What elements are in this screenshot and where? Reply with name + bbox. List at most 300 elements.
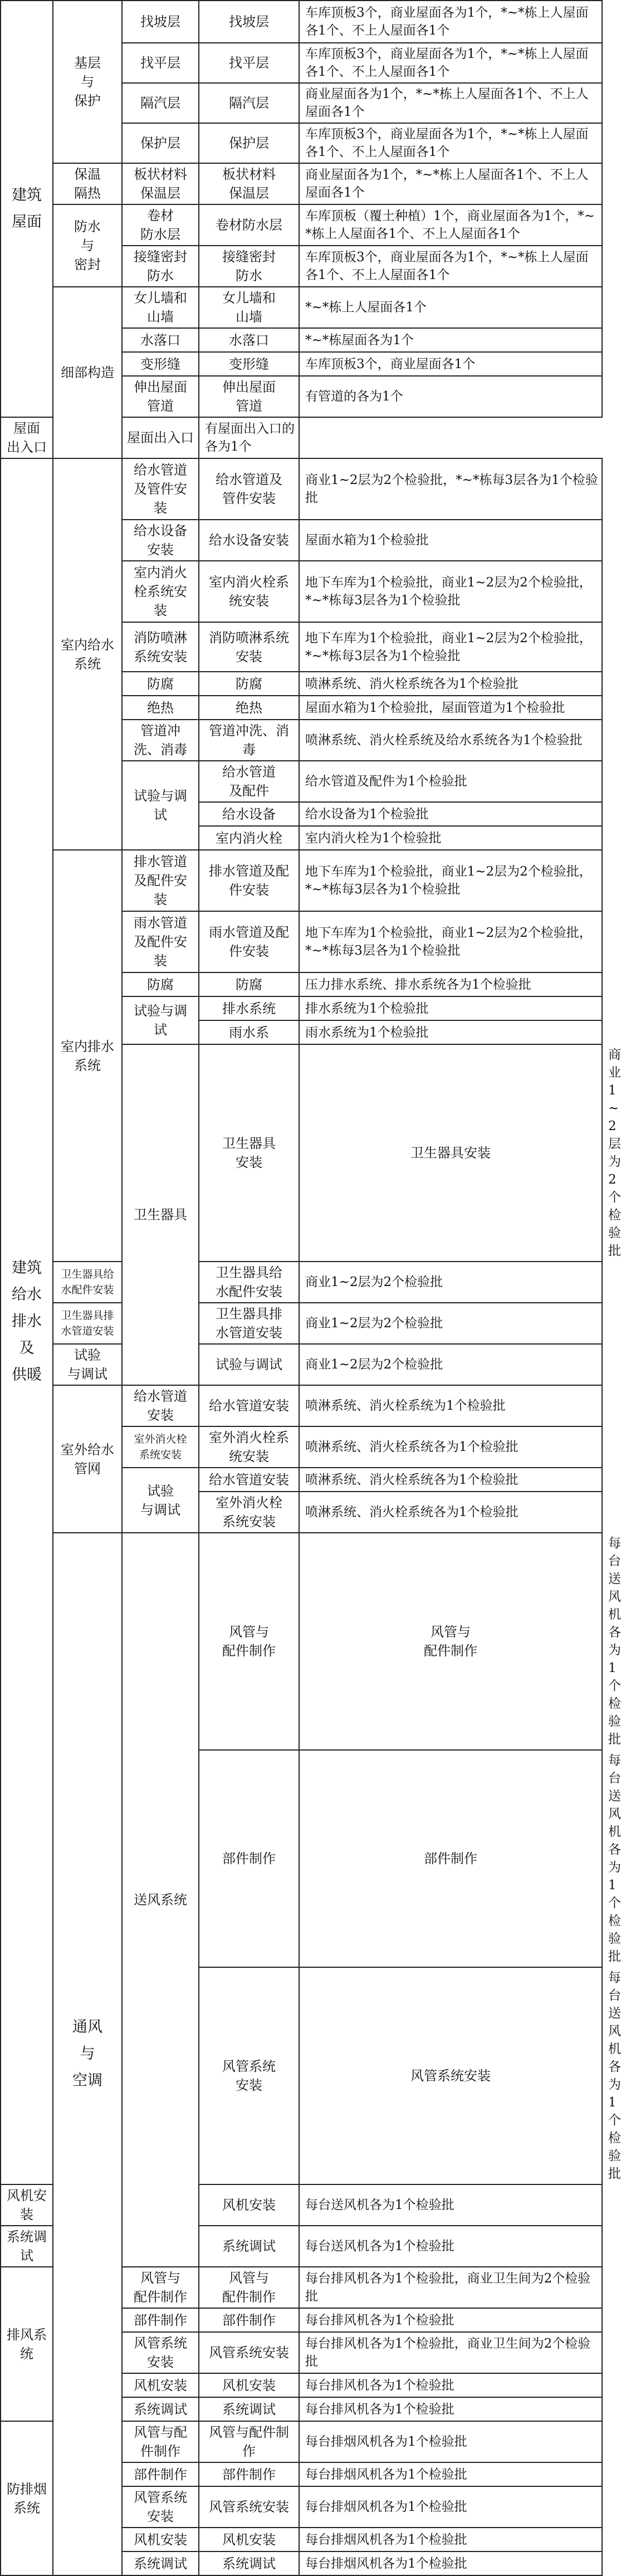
item-cell-text: 风管与 配件制作 <box>134 2270 187 2305</box>
item-cell-text: 试验与调 试 <box>134 1003 187 1038</box>
item-cell <box>122 720 199 761</box>
process-cell <box>199 672 299 696</box>
lot-division-cell-text: 室内消火栓为1个检验批 <box>305 830 442 845</box>
item-cell-text: 接缝密封 防水 <box>134 249 187 283</box>
item-cell-text: 保护层 <box>140 135 180 151</box>
lot-division-cell-text: 每台送风机各为1个检验批 <box>608 1971 621 2181</box>
lot-division-cell-text: 商业屋面各为1个，*~*栋上人屋面各1个、不上人屋面各1个 <box>305 168 589 200</box>
lot-division-cell <box>299 1 602 43</box>
subcategory-cell-text: 防水 与 密封 <box>74 219 101 272</box>
lot-division-cell <box>299 672 602 696</box>
item-cell <box>199 1750 299 1967</box>
item-cell <box>122 458 199 520</box>
lot-division-cell-text: 商业1~2层为2个检验批 <box>608 1048 621 1258</box>
lot-division-cell-text: 地下车库为1个检验批，商业1~2层为2个检验批，*~*栋每3层各为1个检验批 <box>305 575 592 608</box>
lot-division-cell <box>299 2267 602 2308</box>
subcategory-cell-text: 细部构造 <box>61 365 114 380</box>
subcategory-cell <box>53 850 122 1262</box>
lot-division-cell <box>299 2462 602 2486</box>
item-cell-text: 系统调试 <box>7 2229 47 2264</box>
item-cell <box>122 996 199 1044</box>
process-cell <box>199 1468 299 1492</box>
item-cell-text: 系统调试 <box>134 2555 187 2572</box>
item-cell-text: 变形缝 <box>140 356 180 372</box>
lot-division-cell <box>299 2397 602 2421</box>
process-cell-text: 给水管道安装 <box>209 1398 289 1414</box>
process-cell-text: 卫生器具安装 <box>410 1145 491 1161</box>
subcategory-cell <box>53 163 122 204</box>
process-cell <box>199 2373 299 2397</box>
lot-division-cell <box>299 520 602 561</box>
process-cell <box>299 1750 602 1967</box>
item-cell-text: 卫生器具给 水配件安装 <box>61 1268 114 1296</box>
lot-division-cell-text: 车库顶板3个，商业屋面各为1个，*~*栋上人屋面各1个、不上人屋面各1个 <box>305 127 589 159</box>
lot-division-cell <box>299 996 602 1020</box>
item-cell-text: 给水管道 及管件安 装 <box>134 462 187 516</box>
lot-division-cell-text: *~*栋屋面各为1个 <box>305 333 414 348</box>
item-cell <box>122 520 199 561</box>
item-cell <box>122 204 199 246</box>
lot-division-cell-text: 喷淋系统、消火栓系统各为1个检验批 <box>305 1505 519 1519</box>
process-cell <box>199 561 299 622</box>
item-cell-text: 找坡层 <box>140 14 180 30</box>
lot-division-cell-text: 屋面水箱为1个检验批，屋面管道为1个检验批 <box>305 700 565 715</box>
process-cell <box>122 417 199 458</box>
item-cell-text: 风机安装 <box>134 2531 187 2548</box>
table-row <box>1 1533 602 1750</box>
item-cell <box>122 83 199 123</box>
subcategory-cell-text: 基层 与 保护 <box>74 55 101 109</box>
item-cell <box>122 1426 199 1468</box>
item-cell-text: 绝热 <box>147 700 174 716</box>
lot-division-cell-text: 喷淋系统、消火栓系统各为1个检验批 <box>305 676 519 691</box>
item-cell-text: 水落口 <box>140 332 180 348</box>
process-cell <box>199 83 299 123</box>
item-cell <box>122 43 199 83</box>
subcategory-cell-text: 排风系统 <box>7 2326 47 2362</box>
item-cell-text: 卷材 防水层 <box>140 208 180 242</box>
subcategory-cell <box>53 287 122 458</box>
process-cell-text: 室外消火栓 系统安装 <box>216 1495 282 1529</box>
process-cell <box>199 204 299 246</box>
process-cell-text: 防腐 <box>236 676 262 692</box>
process-cell <box>199 2184 299 2226</box>
process-cell-text: 找坡层 <box>229 14 269 30</box>
lot-division-cell-text: 车库顶板3个，商业屋面各为1个，*~*栋上人屋面各1个、不上人屋面各1个 <box>305 6 589 38</box>
lot-division-cell <box>299 622 602 672</box>
item-cell <box>122 2528 199 2551</box>
process-cell <box>199 2528 299 2551</box>
item-cell <box>122 672 199 696</box>
table-body <box>1 1 621 2575</box>
lot-division-cell-text: 每台排风机各为1个检验批 <box>305 2402 454 2417</box>
lot-division-cell-text: 每台排烟风机各为1个检验批 <box>305 2556 467 2571</box>
item-cell <box>1 2184 53 2226</box>
process-cell-text: 风管与 配件制作 <box>222 2270 276 2305</box>
lot-division-cell-text: 有屋面出入口的各为1个 <box>205 422 295 454</box>
process-cell-text: 风管系统安装 <box>410 2068 491 2084</box>
table-row <box>1 1303 602 1344</box>
process-cell-text: 管道冲洗、消 毒 <box>209 723 289 757</box>
subcategory-cell <box>53 204 122 287</box>
subcategory-cell <box>53 1 122 163</box>
item-cell-text: 卫生器具 安装 <box>222 1136 276 1170</box>
table-row <box>1 287 602 328</box>
category-cell-text: 建筑 屋面 <box>12 187 42 231</box>
lot-division-cell <box>299 287 602 328</box>
lot-division-cell <box>299 376 602 417</box>
process-cell-text: 女儿墙和 山墙 <box>222 290 276 325</box>
process-cell-text: 消防喷淋系统 安装 <box>209 629 289 664</box>
lot-division-cell <box>299 696 602 720</box>
process-cell <box>199 1426 299 1468</box>
process-cell <box>199 458 299 520</box>
item-cell-text: 风管系统 安装 <box>222 2059 276 2093</box>
lot-division-cell-text: 商业屋面各为1个，*~*栋上人屋面各1个、不上人屋面各1个 <box>305 87 589 119</box>
item-cell-text: 卫生器具排 水管道安装 <box>61 1309 114 1337</box>
item-cell <box>122 376 199 417</box>
item-cell <box>122 1 199 43</box>
item-cell-text: 部件制作 <box>134 2466 187 2482</box>
table-row <box>1 850 602 911</box>
process-cell-text: 保护层 <box>229 135 269 151</box>
lot-division-cell <box>299 1385 602 1426</box>
item-cell <box>1 417 53 458</box>
subcategory-cell-text: 卫生器具 <box>134 1207 187 1223</box>
process-cell-text: 找平层 <box>229 55 269 71</box>
item-cell <box>122 2551 199 2575</box>
item-cell-text: 雨水管道 及配件安 装 <box>134 915 187 969</box>
lot-division-cell <box>299 561 602 622</box>
item-cell <box>122 2332 199 2373</box>
item-cell-text: 防腐 <box>147 976 174 993</box>
lot-division-cell-text: 喷淋系统、消火栓系统各为1个检验批 <box>305 1440 519 1454</box>
lot-division-cell <box>199 417 299 458</box>
lot-division-cell <box>299 83 602 123</box>
lot-division-cell-text: 商业1~2层为2个检验批，*~*栋每3层各为1个检验批 <box>305 473 598 505</box>
process-cell-text: 给水管道及 管件安装 <box>216 472 282 506</box>
process-cell <box>199 696 299 720</box>
lot-division-cell <box>299 204 602 246</box>
process-cell <box>199 328 299 352</box>
process-cell-text: 部件制作 <box>222 2312 276 2328</box>
lot-division-cell-text: 每台排风机各为1个检验批，商业卫生间为2个检验批 <box>305 2337 591 2369</box>
lot-division-cell-text: 每台排风机各为1个检验批 <box>305 2313 454 2328</box>
process-cell <box>199 43 299 83</box>
lot-division-cell-text: 给水管道及配件为1个检验批 <box>305 774 467 789</box>
lot-division-cell-text: 车库顶板3个，商业屋面各1个 <box>305 356 476 372</box>
subcategory-cell-text: 送风系统 <box>134 1892 187 1908</box>
item-cell <box>122 2308 199 2332</box>
process-cell-text: 伸出屋面 管道 <box>222 379 276 414</box>
lot-division-cell <box>299 972 602 996</box>
lot-division-cell <box>299 850 602 911</box>
item-cell <box>199 1533 299 1750</box>
process-cell-text: 风机安装 <box>222 2197 276 2213</box>
item-cell-text: 部件制作 <box>222 1851 276 1866</box>
process-cell <box>199 287 299 328</box>
item-cell-text: 屋面 出入口 <box>7 421 47 455</box>
subcategory-cell <box>53 1385 122 1533</box>
item-cell-text: 室内消火 栓系统安 装 <box>134 565 187 618</box>
item-cell <box>122 2397 199 2421</box>
lot-division-cell-text: 商业1~2层为2个检验批 <box>305 1316 443 1331</box>
process-cell <box>199 163 299 204</box>
process-cell-text: 接缝密封 防水 <box>222 249 276 283</box>
process-cell <box>199 2397 299 2421</box>
lot-division-cell-text: 每台排风机各为1个检验批 <box>305 2378 454 2393</box>
lot-division-cell-text: 压力排水系统、排水系统各为1个检验批 <box>305 977 531 992</box>
item-cell-text: 风机安装 <box>134 2377 187 2393</box>
lot-division-cell-text: 商业1~2层为2个检验批 <box>305 1275 443 1289</box>
lot-division-cell <box>299 1020 602 1044</box>
item-cell <box>53 1344 122 1385</box>
item-cell-text: 风管与 配件制作 <box>222 1624 276 1659</box>
process-cell-text: 屋面出入口 <box>127 430 194 446</box>
process-cell-text: 室外消火栓系 统安装 <box>209 1430 289 1464</box>
table-row <box>1 1262 602 1303</box>
process-cell <box>199 622 299 672</box>
item-cell <box>122 2462 199 2486</box>
item-cell-text: 风管系统 安装 <box>134 2335 187 2370</box>
lot-division-cell <box>299 826 602 850</box>
item-cell <box>122 696 199 720</box>
item-cell-text: 排水管道 及配件安 装 <box>134 854 187 907</box>
process-cell-text: 风机安装 <box>222 2531 276 2548</box>
process-cell <box>199 1492 299 1533</box>
process-cell <box>199 802 299 826</box>
item-cell <box>122 287 199 328</box>
process-cell-text: 水落口 <box>229 332 269 348</box>
subcategory-cell-text: 保温 隔热 <box>74 167 101 201</box>
item-cell-text: 室外消火栓 系统安装 <box>134 1433 187 1461</box>
process-cell-text: 板状材料 保温层 <box>222 167 276 201</box>
process-cell <box>199 1020 299 1044</box>
table-row <box>1 1385 602 1426</box>
process-cell <box>199 911 299 972</box>
lot-division-cell <box>299 2486 602 2528</box>
lot-division-cell <box>299 246 602 287</box>
subcategory-cell <box>1 2267 53 2421</box>
lot-division-cell-text: 排水系统为1个检验批 <box>305 1001 429 1016</box>
process-cell <box>199 2486 299 2528</box>
process-cell-text: 给水管道 及配件 <box>222 764 276 799</box>
process-cell-text: 排水管道及配 件安装 <box>209 863 289 898</box>
item-cell-text: 部件制作 <box>134 2312 187 2328</box>
item-cell-text: 管道冲 洗、消毒 <box>134 723 187 757</box>
lot-division-cell-text: 车库顶板3个，商业屋面各为1个，*~*栋上人屋面各1个、不上人屋面各1个 <box>305 250 589 282</box>
process-cell <box>199 2462 299 2486</box>
lot-division-cell <box>299 1468 602 1492</box>
process-cell <box>199 826 299 850</box>
item-cell <box>122 850 199 911</box>
process-cell <box>199 761 299 802</box>
item-cell <box>1 2226 53 2267</box>
lot-division-cell-text: 雨水系统为1个检验批 <box>305 1025 429 1040</box>
lot-division-cell <box>299 2332 602 2373</box>
category-cell <box>53 1533 122 2575</box>
process-cell-text: 部件制作 <box>222 2466 276 2482</box>
item-cell <box>53 1303 122 1344</box>
item-cell <box>122 761 199 850</box>
lot-division-cell <box>299 2551 602 2575</box>
item-cell <box>122 561 199 622</box>
lot-division-cell-text: 有管道的各为1个 <box>305 389 403 404</box>
lot-division-cell <box>299 163 602 204</box>
process-cell-text: 给水设备 <box>222 806 276 822</box>
process-cell <box>199 123 299 163</box>
lot-division-cell-text: 喷淋系统、消火栓系统及给水系统各为1个检验批 <box>305 733 583 747</box>
lot-division-cell-text: 每台排烟风机各为1个检验批 <box>305 2435 467 2449</box>
process-cell <box>199 246 299 287</box>
subcategory-cell-text: 防排烟 系统 <box>7 2481 47 2516</box>
item-cell <box>122 972 199 996</box>
item-cell <box>53 1262 122 1303</box>
lot-division-cell-text: 每台排烟风机各为1个检验批 <box>305 2532 467 2547</box>
lot-division-cell-text: 商业1~2层为2个检验批 <box>305 1357 443 1372</box>
subcategory-cell-text: 室内排水 系统 <box>61 1038 114 1073</box>
item-cell <box>122 622 199 672</box>
process-cell <box>199 2308 299 2332</box>
process-cell <box>299 1967 602 2184</box>
process-cell <box>199 2421 299 2462</box>
lot-division-cell <box>299 720 602 761</box>
lot-division-cell-text: 每台送风机各为1个检验批 <box>305 2239 454 2254</box>
item-cell-text: 防腐 <box>147 676 174 692</box>
item-cell-text: 隔汽层 <box>140 95 180 111</box>
subcategory-cell <box>122 1533 199 2267</box>
lot-division-cell <box>299 1344 602 1385</box>
lot-division-cell-text: 喷淋系统、消火栓系统各为1个检验批 <box>305 1472 519 1487</box>
item-cell-text: 系统调试 <box>134 2401 187 2417</box>
lot-division-cell <box>299 761 602 802</box>
lot-division-cell-text: 喷淋系统、消火栓系统为1个检验批 <box>305 1399 506 1413</box>
lot-division-cell-text: 车库顶板（覆土种植）1个，商业屋面各为1个，*~*栋上人屋面各1个、不上人屋面各1个 <box>305 209 595 241</box>
lot-division-cell-text: 每台送风机各为1个检验批 <box>305 2198 454 2212</box>
process-cell <box>299 1533 602 1750</box>
process-cell <box>199 2332 299 2373</box>
process-cell <box>199 2267 299 2308</box>
process-cell-text: 系统调试 <box>222 2238 276 2254</box>
item-cell <box>122 2267 199 2308</box>
item-cell <box>122 328 199 352</box>
process-cell-text: 风管与配件制 作 <box>209 2425 289 2459</box>
lot-division-cell-text: 地下车库为1个检验批，商业1~2层为2个检验批，*~*栋每3层各为1个检验批 <box>305 630 592 663</box>
category-cell-text: 通风 与 空调 <box>72 2018 102 2089</box>
lot-division-cell <box>299 802 602 826</box>
item-cell-text: 板状材料 保温层 <box>134 167 187 201</box>
item-cell <box>199 1044 299 1262</box>
item-cell <box>122 123 199 163</box>
process-cell-text: 部件制作 <box>424 1851 477 1866</box>
category-cell <box>1 458 53 2184</box>
lot-division-cell-text: 屋面水箱为1个检验批 <box>305 533 429 548</box>
lot-division-cell <box>299 2528 602 2551</box>
item-cell <box>122 2421 199 2462</box>
process-cell <box>199 972 299 996</box>
process-cell <box>199 376 299 417</box>
item-cell-text: 给水管道 安装 <box>134 1389 187 1423</box>
item-cell <box>122 1468 199 1533</box>
lot-division-cell-text: 每台送风机各为1个检验批 <box>608 1753 621 1964</box>
process-cell <box>199 1303 299 1344</box>
item-cell-text: 消防喷淋 系统安装 <box>134 629 187 664</box>
process-cell-text: 系统调试 <box>222 2401 276 2417</box>
table-row <box>1 204 602 246</box>
subcategory-cell-text: 室内给水 系统 <box>61 637 114 672</box>
lot-division-cell-text: *~*栋上人屋面各1个 <box>305 300 427 315</box>
process-cell-text: 试验与调试 <box>216 1357 282 1372</box>
table-row <box>1 1 602 43</box>
table-row <box>1 1344 602 1385</box>
process-cell-text: 系统调试 <box>222 2555 276 2572</box>
item-cell-text: 伸出屋面 管道 <box>134 379 187 414</box>
item-cell-text: 风管系统 安装 <box>134 2490 187 2524</box>
lot-division-cell <box>299 123 602 163</box>
lot-division-cell <box>299 2184 602 2226</box>
lot-division-cell <box>299 1492 602 1533</box>
subcategory-cell <box>1 2421 53 2575</box>
lot-division-cell <box>299 43 602 83</box>
process-cell-text: 风管系统安装 <box>209 2499 289 2515</box>
process-cell-text: 给水设备安装 <box>209 532 289 548</box>
process-cell-text: 卷材防水层 <box>216 217 282 233</box>
category-cell-text: 建筑 给水 排水 及 供暖 <box>12 1259 42 1384</box>
process-cell-text: 风管系统安装 <box>209 2345 289 2360</box>
lot-division-cell-text: 每台排烟风机各为1个检验批 <box>305 2467 467 2482</box>
process-cell-text: 室内消火栓 <box>216 830 282 846</box>
process-cell <box>199 996 299 1020</box>
item-cell <box>199 1967 299 2184</box>
process-cell-text: 风机安装 <box>222 2377 276 2393</box>
table-row <box>1 458 602 520</box>
lot-division-cell-text: 车库顶板3个，商业屋面各为1个，*~*栋上人屋面各1个、不上人屋面各1个 <box>305 47 589 79</box>
process-cell-text: 给水管道安装 <box>209 1472 289 1488</box>
lot-division-cell <box>299 2421 602 2462</box>
lot-division-cell <box>299 1262 602 1303</box>
item-cell-text: 试验 与调试 <box>140 1483 180 1518</box>
category-cell <box>1 1 53 417</box>
lot-division-cell-text: 每台送风机各为1个检验批 <box>608 1536 621 1747</box>
process-cell-text: 变形缝 <box>229 356 269 372</box>
process-cell-text: 卫生器具排 水管道安装 <box>216 1306 282 1341</box>
process-cell-text: 隔汽层 <box>229 95 269 111</box>
process-cell <box>199 1 299 43</box>
lot-division-cell-text: 地下车库为1个检验批，商业1~2层为2个检验批，*~*栋每3层各为1个检验批 <box>305 926 592 958</box>
table-row <box>1 163 602 204</box>
item-cell <box>122 1385 199 1426</box>
process-cell <box>199 720 299 761</box>
process-cell <box>199 850 299 911</box>
subcategory-cell <box>122 1044 199 1385</box>
item-cell-text: 试验 与调试 <box>67 1347 107 1382</box>
item-cell-text: 女儿墙和 山墙 <box>134 290 187 325</box>
lot-division-cell-text: 每台排风机各为1个检验批，商业卫生间为2个检验批 <box>305 2271 591 2304</box>
lot-division-cell <box>299 1426 602 1468</box>
process-cell <box>199 352 299 376</box>
process-cell-text: 排水系统 <box>222 1000 276 1016</box>
process-cell <box>199 1385 299 1426</box>
process-cell <box>199 1262 299 1303</box>
process-cell-text: 绝热 <box>236 700 262 716</box>
process-cell-text: 雨水系 <box>229 1024 269 1040</box>
lot-division-cell <box>299 458 602 520</box>
lot-division-cell <box>299 1303 602 1344</box>
item-cell-text: 给水设备 安装 <box>134 523 187 558</box>
lot-division-cell-text: 地下车库为1个检验批，商业1~2层为2个检验批，*~*栋每3层各为1个检验批 <box>305 864 592 897</box>
process-cell-text: 室内消火栓系 统安装 <box>209 574 289 609</box>
item-cell <box>122 246 199 287</box>
